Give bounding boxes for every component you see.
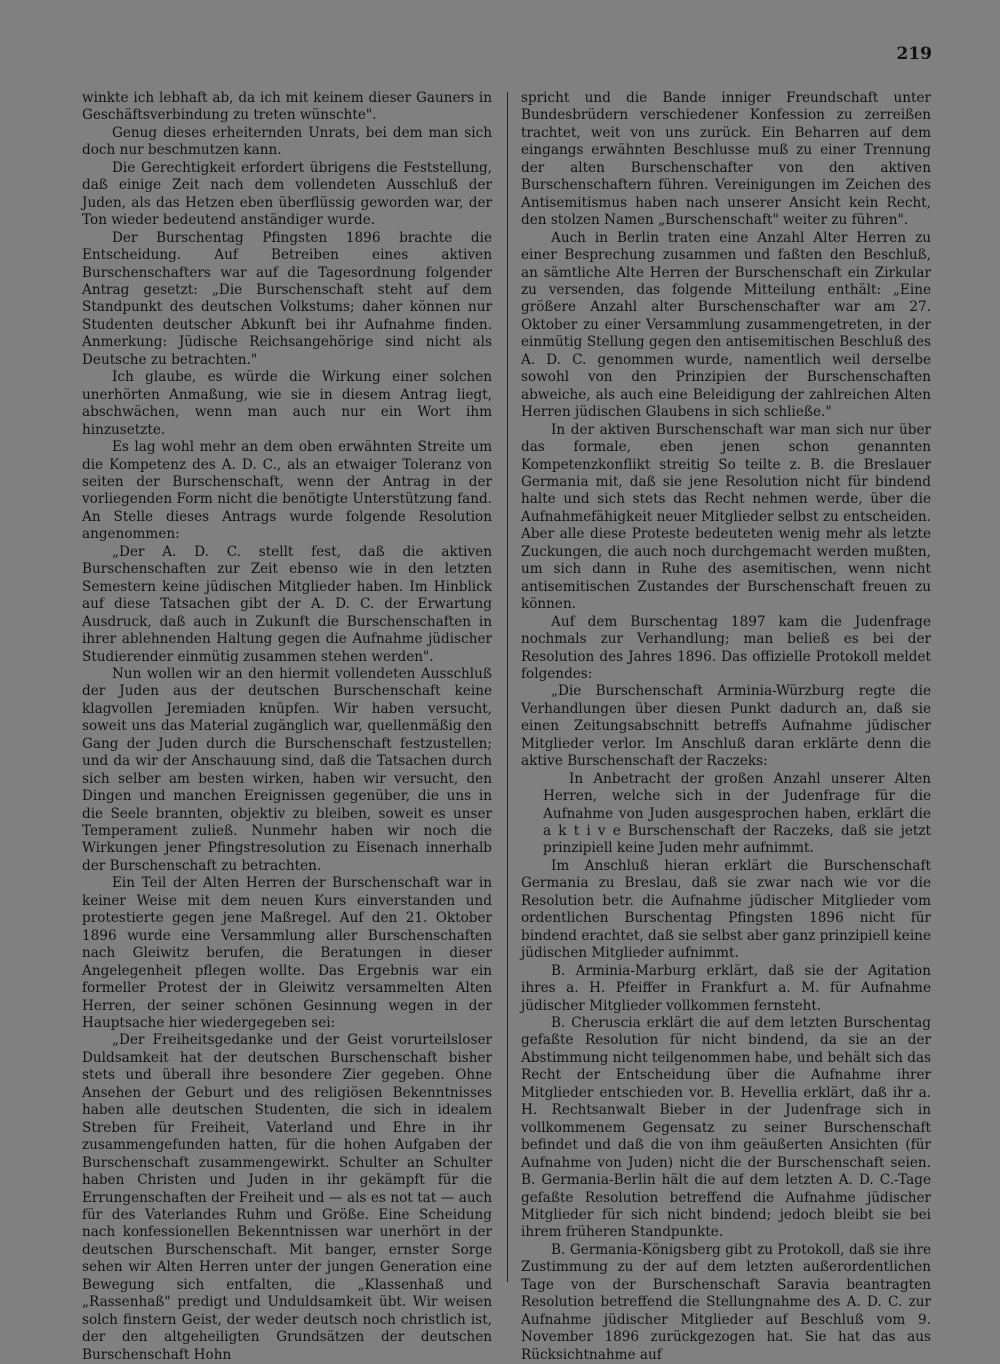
paragraph: Im Anschluß hieran erklärt die Burschenschaft Germania zu Breslau, daß sie zwar nach wie vor die Resolution betr. die Aufnahme jüdischer Mitglieder vom ordentlichen Burschentag Pfingsten 1896 nicht für bindend erachtet, daß sie selbst aber ganz prinzipiell keine jüdischen Mitglieder aufnimmt. (521, 857, 931, 962)
paragraph: Der Burschentag Pfingsten 1896 brachte die Entscheidung. Auf Betreiben eines aktiven Burschenschafters war auf die Tagesordnung folgender Antrag gesetzt: „Die Burschenschaft steht auf dem Standpunkt des deutschen Volkstums; daher können nur Studenten deutscher Abkunft bei ihr Aufnahme finden. Anmerkung: Jüdische Reichsangehörige sind nicht als Deutsche zu betrachten." (82, 229, 492, 368)
paragraph: In der aktiven Burschenschaft war man sich nur über das formale, eben jenen schon genannten Kompetenzkonflikt streitig So teilte z. B. die Breslauer Germania mit, daß sie jene Resolution nicht für bindend halte und sich stets das Recht nehmen werde, über die Aufnahmefähigkeit neuer Mitglieder selbst zu entscheiden. Aber alle diese Proteste bedeuteten wenig mehr als letzte Zuckungen, die auch noch durchgemacht werden mußten, um sich dann in Ruhe des asemitischen, wenn nicht antisemitischen Zustandes der Burschenschaft freuen zu können. (521, 421, 931, 613)
paragraph: Genug dieses erheiternden Unrats, bei dem man sich doch nur beschmutzen kann. (82, 124, 492, 159)
quoted-paragraph: „Der Freiheitsgedanke und der Geist vorurteilsloser Duldsamkeit hat der deutschen Burschenschaft bisher stets und überall ihre besondere Zier gegeben. Ohne Ansehen der Geburt und des religiösen Bekenntnisses haben alle deutschen Studenten, die sich in idealem Streben für Freiheit, Vaterland und Ehre in ihr zusammengefunden hatten, für die hohen Aufgaben der Burschenschaft zusammengewirkt. Schulter an Schulter haben Christen und Juden in ihr gekämpft für die Errungenschaften der Freiheit und — als es not tat — auch für des Vaterlandes Ruhm und Größe. Eine Scheidung nach konfessionellen Bekenntnissen war unerhört in der deutschen Burschenschaft. Mit banger, ernster Sorge sehen wir Alten Herren unter der jungen Generation eine Bewegung sich entfalten, die „Klassenhaß und „Rassenhaß" predigt und Unduldsamkeit übt. Wir weisen solch finstern Geist, der weder deutsch noch christlich ist, der den altgeheiligten Grundsätzen der deutschen Burschenschaft Hohn (82, 1032, 492, 1363)
paragraph: B. Germania-Königsberg gibt zu Protokoll, daß sie ihre Zustimmung zu der auf dem letzten außerordentlichen Tage von der Burschenschaft Saravia beantragten Resolution betreffend die Stellungnahme des A. D. C. zur Aufnahme jüdischer Mitglieder auf Beschluß vom 9. November 1896 zurückgezogen hat. Sie hat das aus Rücksichtnahme auf (521, 1241, 931, 1363)
inner-quoted-paragraph: In Anbetracht der großen Anzahl unserer Alten Herren, welche sich in der Judenfrage für die Aufnahme von Juden ausgesprochen haben, erklärt die a k t i v e Burschenschaft der Raczeks, daß sie jetzt prinzipiell keine Juden mehr aufnimmt. (543, 770, 931, 857)
paragraph: Ein Teil der Alten Herren der Burschenschaft war in keiner Weise mit dem neuen Kurs einverstanden und protestierte gegen jene Maßregel. Auf den 21. Oktober 1896 wurde eine Versammlung aller Burschenschaften nach Gleiwitz berufen, die Beratungen in dieser Angelegenheit pflegen wollte. Das Ergebnis war ein formeller Protest der in Gleiwitz versammelten Alten Herren, der seiner schönen Gesinnung wegen in der Hauptsache hier wiedergegeben sei: (82, 875, 492, 1032)
column-divider (507, 92, 508, 1282)
paragraph: B. Cheruscia erklärt die auf dem letzten Burschentag gefaßte Resolution für nicht bindend, da sie an der Abstimmung nicht teilgenommen habe, und behält sich das Recht der Entscheidung über die Aufnahme ihrer Mitglieder entschieden vor. B. Hevellia erklärt, daß ihr a. H. Rechtsanwalt Bieber in der Judenfrage sich in vollkommenem Gegensatz zu seiner Burschenschaft befindet und daß die von ihm geäußerten Ansichten (für Aufnahme von Juden) nicht die der Burschenschaft seien. B. Germania-Berlin hält die auf dem letzten A. D. C.-Tage gefaßte Resolution betreffend die Aufnahme jüdischer Mitglieder für sich nicht bindend; jedoch bleibt sie bei ihrem früheren Standpunkte. (521, 1015, 931, 1241)
paragraph: Auf dem Burschentag 1897 kam die Judenfrage nochmals zur Verhandlung; man beließ es bei der Resolution des Jahres 1896. Das offizielle Protokoll meldet folgendes: (521, 613, 931, 682)
paragraph: Es lag wohl mehr an dem oben erwähnten Streite um die Kompetenz des A. D. C., als an etwaiger Toleranz von seiten der Burschenschaft, wenn der Antrag in der vorliegenden Form nicht die benötigte Unterstützung fand. An Stelle dieses Antrags wurde folgende Resolution angenommen: (82, 439, 492, 543)
quoted-paragraph: „Der A. D. C. stellt fest, daß die aktiven Burschenschaften zur Zeit ebenso wie in den letzten Semestern keine jüdischen Mitglieder haben. Im Hinblick auf diese Tatsachen gibt der A. D. C. der Erwartung Ausdruck, daß auch in Zukunft die Burschenschaften in ihrer ablehnenden Haltung gegen die Aufnahme jüdischer Studierender einmütig zusammen stehen werden". (82, 543, 492, 665)
paragraph: winkte ich lebhaft ab, da ich mit keinem dieser Gauners in Geschäftsverbindung zu treten wünschte". (82, 90, 492, 124)
right-column (521, 90, 931, 1364)
paragraph: Die Gerechtigkeit erfordert übrigens die Feststellung, daß einige Zeit nach dem vollendeten Ausschluß der Juden, als das Hetzen eben überflüssig geworden war, der Ton wieder bedeutend anständiger wurde. (82, 159, 492, 229)
page-number: 219 (896, 44, 932, 64)
left-column (82, 90, 492, 1364)
quoted-paragraph: „Die Burschenschaft Arminia-Würzburg regte die Verhandlungen über diesen Punkt dadurch an, daß sie einen Zeitungsabschnitt betreffs Aufnahme jüdischer Mitglieder verlor. Im Anschluß daran erklärte denn die aktive Burschenschaft der Raczeks: (521, 683, 931, 770)
paragraph: Nun wollen wir an den hiermit vollendeten Ausschluß der Juden aus der deutschen Burschenschaft keine klagvollen Jeremiaden knüpfen. Wir haben versucht, soweit uns das Material zugänglich war, quellenmäßig den Gang der Juden durch die Burschenschaft festzustellen; und da wir der Anschauung sind, daß die Tatsachen durch sich selber am besten wirken, haben wir versucht, den Dingen und manchen Ereignissen gegenüber, die uns in die Seele brannten, objektiv zu bleiben, soweit es unser Temperament zuließ. Nunmehr haben wir noch die Wirkungen jener Pfingstresolution zu Eisenach innerhalb der Burschenschaft zu betrachten. (82, 665, 492, 874)
paragraph: B. Arminia-Marburg erklärt, daß sie der Agitation ihres a. H. Pfeiffer in Frankfurt a. M. für Aufnahme jüdischer Mitglieder vollkommen fernsteht. (521, 962, 931, 1014)
paragraph: Ich glaube, es würde die Wirkung einer solchen unerhörten Anmaßung, wie sie in diesem Antrag liegt, abschwächen, wenn man auch nur ein Wort ihm hinzusetzte. (82, 369, 492, 438)
paragraph: Auch in Berlin traten eine Anzahl Alter Herren zu einer Besprechung zusammen und faßten den Beschluß, an sämtliche Alte Herren der Burschenschaft ein Zirkular zu versenden, das folgende Mitteilung enthält: „Eine größere Anzahl alter Burschenschafter war am 27. Oktober zu einer Versammlung zusammengetreten, in der einmütig Stellung gegen den antisemitischen Beschluß des A. D. C. genommen wurde, namentlich weil derselbe sowohl von den Prinzipien der Burschenschaften abweiche, als auch eine Beleidigung der zahlreichen Alten Herren jüdischen Glaubens in sich schließe." (521, 229, 931, 421)
paragraph: spricht und die Bande inniger Freundschaft unter Bundesbrüdern verschiedener Konfession zu zerreißen trachtet, weit von uns zurück. Ein Beharren auf dem eingangs erwähnten Beschlusse muß zu einer Trennung der alten Burschenschafter von den aktiven Burschenschaftern führen. Vereinigungen im Zeichen des Antisemitismus haben nach unserer Ansicht kein Recht, den stolzen Namen „Burschenschaft" weiter zu führen". (521, 90, 931, 229)
